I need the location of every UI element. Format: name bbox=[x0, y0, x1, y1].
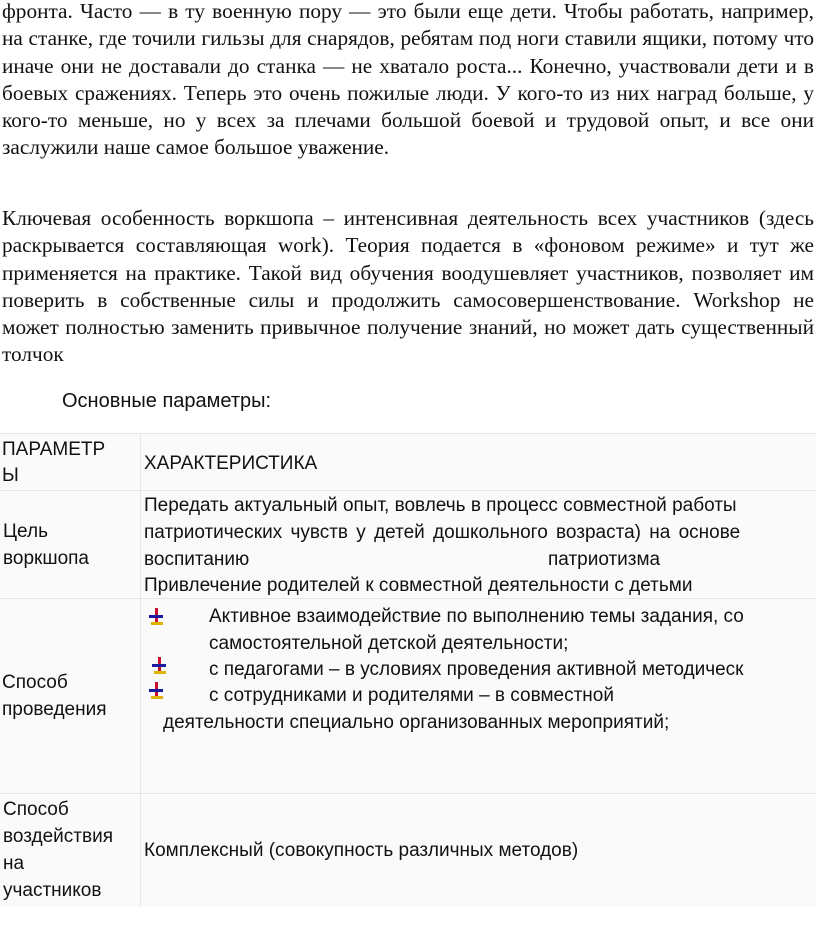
header-param-line1: ПАРАМЕТР bbox=[2, 439, 106, 460]
bullet-icon bbox=[147, 682, 165, 700]
intro-paragraph: фронта. Часто — в ту военную пору — это были еще дети. Чтобы работать, например, на станке, где точили гильзы для снарядов, ребятам под ноги ставили ящики, потому что иначе они не доставали до станка — не хватало роста... Конечно, участвовали дети и в боевых сражениях. Теперь это очень пожилые люди. У кого-то из них наград больше, у кого-то меньше, но у всех за плечами большой боевой и трудовой опыт, и все они заслужили наше самое большое уважение. bbox=[2, 0, 814, 160]
method-label-cell bbox=[0, 599, 141, 793]
impact-value: Комплексный (совокупность различных методов) bbox=[144, 840, 579, 861]
method-label-line1: Способ bbox=[2, 672, 68, 693]
header-cell-characteristic bbox=[141, 434, 816, 490]
method-label-line2: проведения bbox=[2, 699, 107, 720]
impact-label-line3: на bbox=[3, 853, 25, 874]
table-header-row bbox=[0, 433, 816, 491]
impact-label-cell bbox=[0, 794, 141, 907]
goal-line2: патриотических чувств у детей дошкольного возраста) на основе bbox=[144, 522, 741, 543]
section-heading: Основные параметры: bbox=[62, 390, 272, 412]
impact-label-line1: Способ bbox=[3, 799, 69, 820]
goal-line1: Передать актуальный опыт, вовлечь в процесс совместной работы bbox=[144, 495, 737, 516]
header-param-line2: Ы bbox=[2, 465, 19, 486]
method-value-cell bbox=[141, 599, 816, 793]
impact-label-line4: участников bbox=[3, 880, 102, 901]
goal-label-cell bbox=[0, 490, 141, 598]
goal-line4: Привлечение родителей к совместной деятельности с детьми bbox=[144, 575, 693, 596]
method-bullet3: с сотрудниками и родителями – в совместной bbox=[209, 685, 614, 706]
impact-label-line2: воздействия bbox=[3, 826, 113, 847]
table-row-method bbox=[0, 599, 816, 794]
goal-line3-end: патриотизма bbox=[548, 549, 661, 570]
method-bullet1-line2: самостоятельной детской деятельности; bbox=[209, 633, 569, 654]
method-bullet1-line1: Активное взаимодействие по выполнению темы задания, со bbox=[209, 606, 744, 627]
bullet-icon bbox=[150, 657, 168, 675]
method-continuation: деятельности специально организованных мероприятий; bbox=[163, 712, 670, 733]
bullet-icon bbox=[147, 608, 165, 626]
goal-value-cell bbox=[141, 490, 816, 598]
goal-line3-start: воспитанию bbox=[144, 549, 250, 570]
impact-value-cell bbox=[141, 794, 816, 907]
workshop-paragraph: Ключевая особенность воркшопа – интенсивная деятельность всех участников (здесь раскрывается составляющая work). Теория подается в «фоновом режиме» и тут же применяется на практике. Такой вид обучения воодушевляет участников, позволяет им поверить в собственные силы и продолжить самосовершенствование. Workshop не может полностью заменить привычное получение знаний, но может дать существенный толчок bbox=[2, 206, 814, 367]
header-characteristic: ХАРАКТЕРИСТИКА bbox=[144, 453, 318, 474]
header-cell-parameters bbox=[0, 434, 141, 490]
goal-label-line1: Цель bbox=[3, 521, 48, 542]
method-bullet2: с педагогами – в условиях проведения активной методическ bbox=[209, 659, 744, 680]
table-row-goal bbox=[0, 490, 816, 599]
parameters-table bbox=[0, 433, 816, 907]
table-row-impact bbox=[0, 794, 816, 907]
goal-label-line2: воркшопа bbox=[3, 548, 89, 569]
